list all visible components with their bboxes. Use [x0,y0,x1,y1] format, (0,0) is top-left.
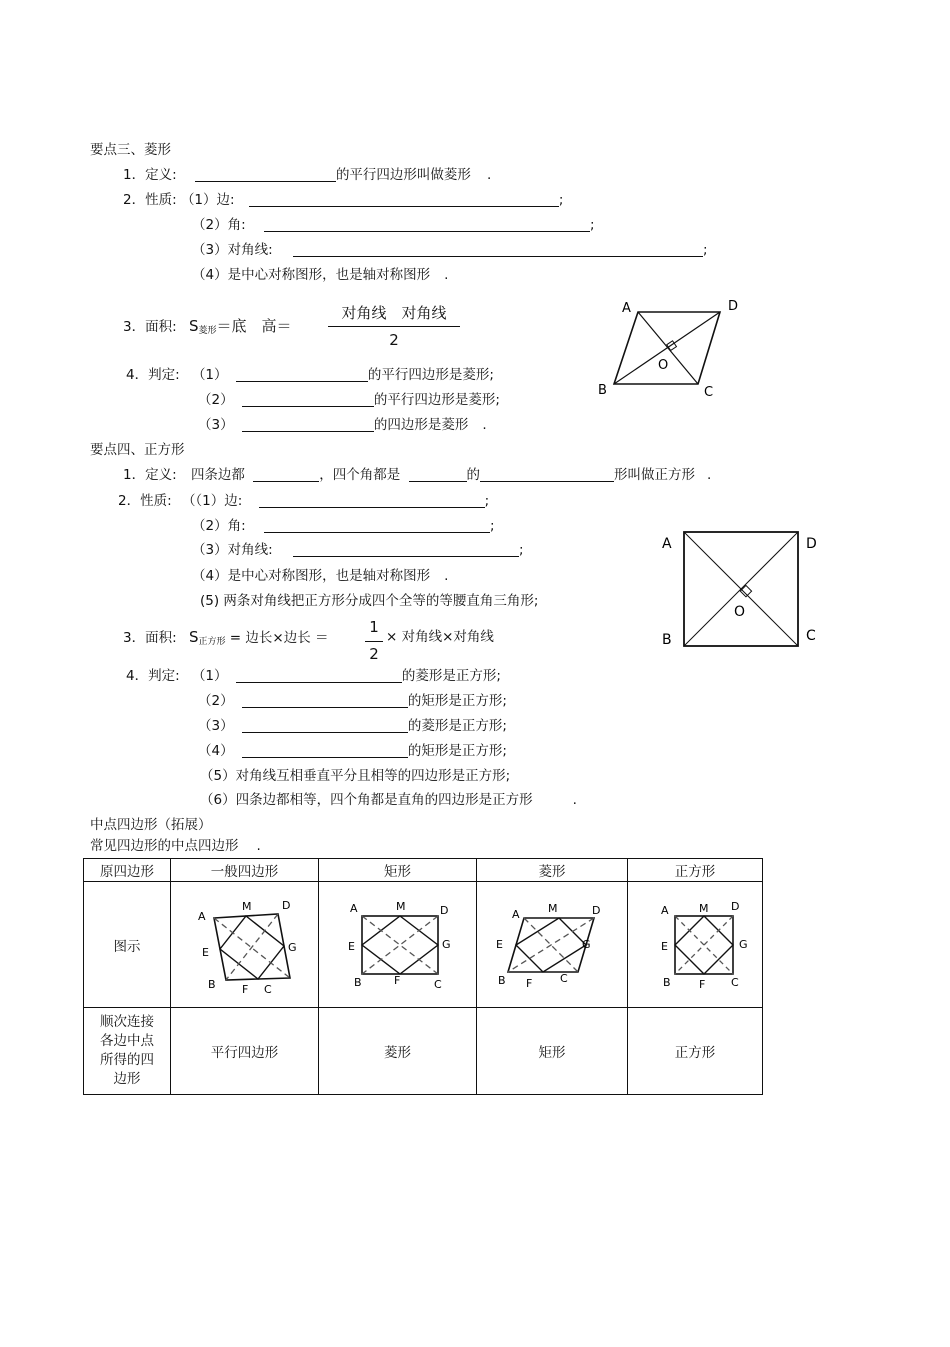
header-cell: 正方形 [628,859,763,882]
judge3-blank[interactable] [242,718,408,733]
prop-label: 2．性质: [123,192,177,208]
side-blank[interactable] [249,192,559,207]
rhombus-prop-diagonal: （3）对角线: ; [192,242,708,258]
svg-text:F: F [393,973,400,987]
rhombus-mid-figure [482,888,622,998]
midpoint-table [83,858,763,1095]
label-a: A [662,536,672,552]
svg-text:D: D [281,898,290,912]
judge2-blank[interactable] [242,693,408,708]
label-b: B [662,632,672,648]
midpoint-subheading: 常见四边形的中点四边形 . [90,838,261,854]
rhombus-prop-symmetry: （4）是中心对称图形，也是轴对称图形 . [192,267,449,283]
general-quadrilateral-figure [180,888,310,998]
svg-text:A: A [197,909,206,923]
square-heading: 要点四、正方形 [90,442,185,458]
square-mid-figure [635,888,755,998]
table-figure-row [84,882,763,1008]
svg-text:M: M [241,899,251,913]
svg-text:E: E [496,937,503,951]
rhombus-judge-1: 4．判定: （1） 的平行四边形是菱形; [126,367,494,383]
svg-text:E: E [347,939,355,953]
svg-text:E: E [201,945,209,959]
rhombus-definition: 1．定义: 的平行四边形叫做菱形 . [123,167,492,183]
svg-text:F: F [241,982,248,996]
result-row-label: 顺次连接 各边中点 所得的四 边形 [84,1008,171,1095]
figure-cell-rhombus [477,882,628,1008]
rhombus-judge-3: （3） 的四边形是菱形 . [198,417,487,433]
svg-text:D: D [439,903,448,917]
diagonal-blank[interactable] [293,242,703,257]
def-blank-3[interactable] [480,467,614,482]
svg-text:B: B [353,975,362,989]
svg-text:M: M [699,901,709,915]
judge3-blank[interactable] [242,417,374,432]
rhombus-prop-angle: （2）角: ; [192,217,595,233]
prop1-label: （1）边: [180,192,235,208]
svg-text:F: F [699,977,706,991]
label-c: C [704,385,714,400]
square-area: 3．面积: $S_{正方形}$ = 边长×边长 ＝ [123,628,329,647]
svg-text:C: C [560,971,568,985]
result-cell: 平行四边形 [171,1008,319,1095]
rhombus-properties: 2．性质: （1）边: ; [123,192,564,208]
svg-text:M: M [395,899,405,913]
svg-text:D: D [592,903,601,917]
header-cell: 一般四边形 [171,859,319,882]
rhombus-figure [594,294,754,404]
square-prop-symmetry: （4）是中心对称图形，也是轴对称图形 . [192,568,449,584]
definition-blank[interactable] [195,167,336,182]
square-prop-triangles: (5) 两条对角线把正方形分成四个全等的等腰直角三角形; [200,593,539,609]
svg-text:D: D [731,899,740,913]
svg-text:A: A [661,903,669,917]
def-text: 的平行四边形叫做菱形 [335,167,471,183]
label-c: C [806,628,816,644]
label-a: A [622,301,631,316]
label-d: D [728,299,739,314]
judge2-blank[interactable] [242,392,374,407]
svg-text:C: C [433,977,442,991]
svg-text:G: G [287,940,297,954]
result-cell: 菱形 [319,1008,477,1095]
diagonal-bd [614,312,720,384]
area-denominator: 2 [389,331,399,349]
table-header-row [84,859,763,882]
def-blank-1[interactable] [253,467,319,482]
square-prop-diagonal: （3）对角线: ; [192,542,524,558]
fraction-bar [328,326,460,327]
def-label: 1．定义: [123,167,177,183]
judge1-blank[interactable] [236,668,402,683]
header-cell: 矩形 [319,859,477,882]
square-figure [656,526,826,652]
label-o: O [658,358,669,373]
label-b: B [598,383,607,398]
svg-text:G: G [739,937,748,951]
square-judge-5: （5）对角线互相垂直平分且相等的四边形是正方形; [200,768,511,784]
square-judge-3: （3） 的菱形是正方形; [198,718,507,734]
table-result-row [84,1008,763,1095]
judge4-blank[interactable] [242,743,408,758]
figure-cell-square [628,882,763,1008]
svg-text:A: A [512,907,520,921]
square-judge-4: （4） 的矩形是正方形; [198,743,507,759]
svg-text:C: C [263,982,272,996]
rectangle-figure [328,888,468,998]
rhombus-heading: 要点三、菱形 [90,142,171,158]
def-blank-2[interactable] [409,467,467,482]
angle-blank[interactable] [264,518,490,533]
svg-text:A: A [349,901,358,915]
angle-blank[interactable] [264,217,590,232]
label-o: O [734,604,746,620]
svg-text:M: M [548,901,558,915]
square-prop-angle: （2）角: ; [192,518,495,534]
figure-row-label: 图示 [84,882,171,1008]
side-blank[interactable] [259,493,485,508]
diagonal-blank[interactable] [293,542,519,557]
area-denominator: 2 [369,645,379,663]
svg-text:F: F [526,976,533,990]
right-angle-mark [740,585,751,596]
rhombus-area: 3．面积: $S_{菱形}=$底 高＝ [123,317,292,336]
square-judge-2: （2） 的矩形是正方形; [198,693,507,709]
svg-text:E: E [661,939,668,953]
square-judge-6: （6）四条边都相等，四个角都是直角的四边形是正方形 . [200,792,577,808]
fraction-bar [365,641,383,642]
header-cell: 原四边形 [84,859,171,882]
square-judge-1: 4．判定: （1） 的菱形是正方形; [126,668,501,684]
figure-cell-rectangle [319,882,477,1008]
rhombus-judge-2: （2） 的平行四边形是菱形; [198,392,500,408]
judge1-blank[interactable] [236,367,368,382]
area-numerator: 对角线 对角线 [341,304,447,322]
svg-text:G: G [441,937,451,951]
result-cell: 正方形 [628,1008,763,1095]
svg-text:G: G [582,937,591,951]
area-numerator: 1 [369,618,379,636]
figure-cell-general [171,882,319,1008]
svg-text:B: B [498,973,506,987]
midpoint-heading: 中点四边形（拓展） [90,817,212,833]
square-properties: 2．性质: （（1）边: ; [118,493,490,509]
svg-text:B: B [663,975,671,989]
svg-text:B: B [207,977,216,991]
result-cell: 矩形 [477,1008,628,1095]
svg-text:C: C [731,975,739,989]
label-d: D [806,536,817,552]
header-cell: 菱形 [477,859,628,882]
area-tail: × 对角线×对角线 [386,629,494,645]
square-definition: 1．定义: 四条边都 ，四个角都是 的 形叫做正方形 . [123,467,712,483]
